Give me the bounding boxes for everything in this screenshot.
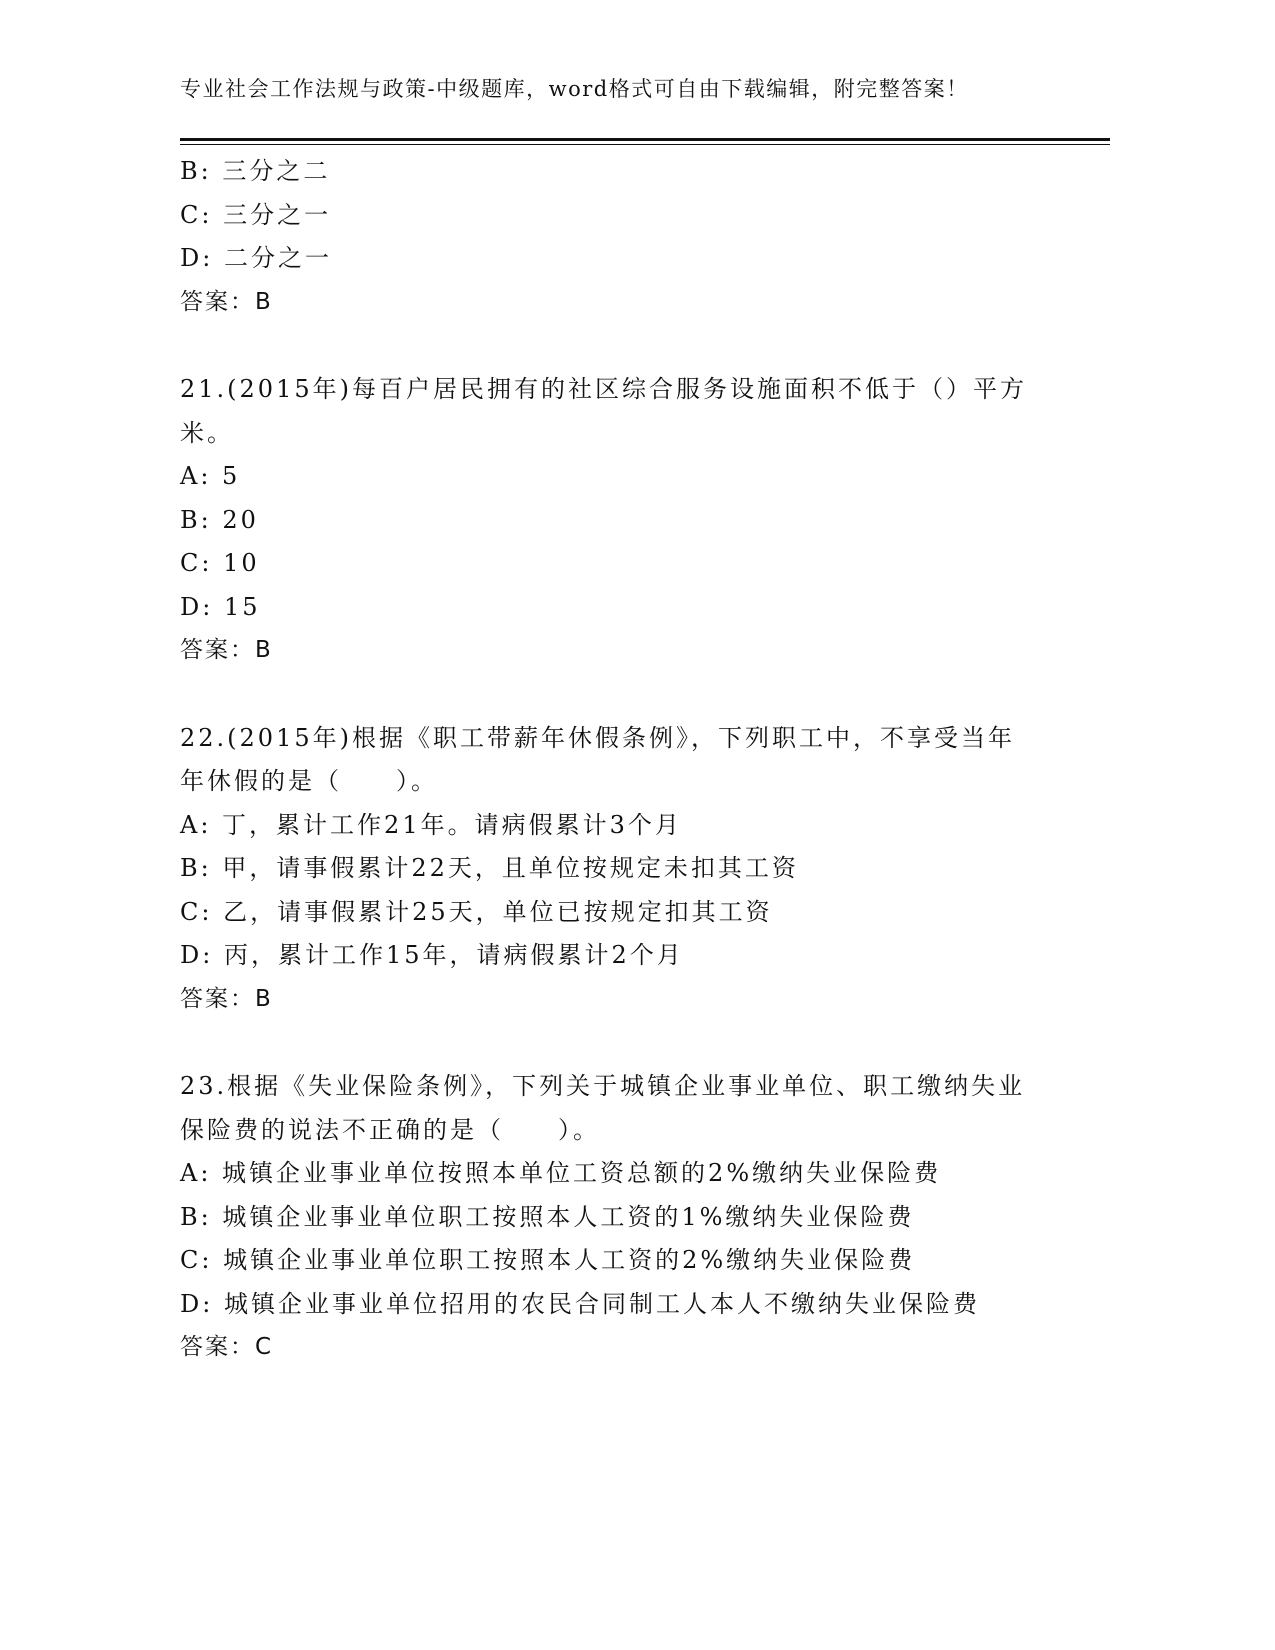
question-list [180,150,1060,1370]
page-header: 专业社会工作法规与政策-中级题库，word格式可自由下载编辑，附完整答案！ [180,77,969,101]
answer: 答案：B [180,288,273,315]
option-a: A: 5 [180,462,241,490]
option-d: D: 城镇企业事业单位招用的农民合同制工人本人不缴纳失业保险费 [180,1289,980,1318]
option-a: A: 城镇企业事业单位按照本单位工资总额的2%缴纳失业保险费 [180,1159,942,1187]
option-c: C: 城镇企业事业单位职工按照本人工资的2%缴纳失业保险费 [180,1246,916,1274]
question-21 [180,368,1060,673]
header-divider [180,138,1110,145]
answer: 答案：B [180,985,273,1012]
question-23 [180,1065,1060,1370]
option-b: B: 20 [180,505,259,534]
question-stem: 21.(2015年)每百户居民拥有的社区综合服务设施面积不低于（）平方米。 [180,375,1027,447]
option-c: C: 10 [180,549,260,577]
option-d: D: 二分之一 [180,244,332,272]
question-continued [180,150,1060,324]
option-d: D: 15 [180,592,261,621]
option-c: C: 三分之一 [180,200,332,229]
question-stem: 23.根据《失业保险条例》，下列关于城镇企业事业单位、职工缴纳失业保险费的说法不正确的是（ ）。 [180,1072,1026,1144]
option-a: A: 丁，累计工作21年。请病假累计3个月 [180,810,682,839]
option-c: C: 乙，请事假累计25天，单位已按规定扣其工资 [180,897,773,926]
option-b: B: 三分之二 [180,157,331,185]
answer: 答案：B [180,637,273,663]
option-b: B: 甲，请事假累计22天，且单位按规定未扣其工资 [180,854,799,882]
question-stem: 22.(2015年)根据《职工带薪年休假条例》，下列职工中，不享受当年年休假的是（ ）。 [180,723,1015,795]
option-d: D: 丙，累计工作15年，请病假累计2个月 [180,941,684,969]
question-22 [180,717,1060,1022]
option-b: B: 城镇企业事业单位职工按照本人工资的1%缴纳失业保险费 [180,1202,915,1231]
answer: 答案：C [180,1334,274,1360]
